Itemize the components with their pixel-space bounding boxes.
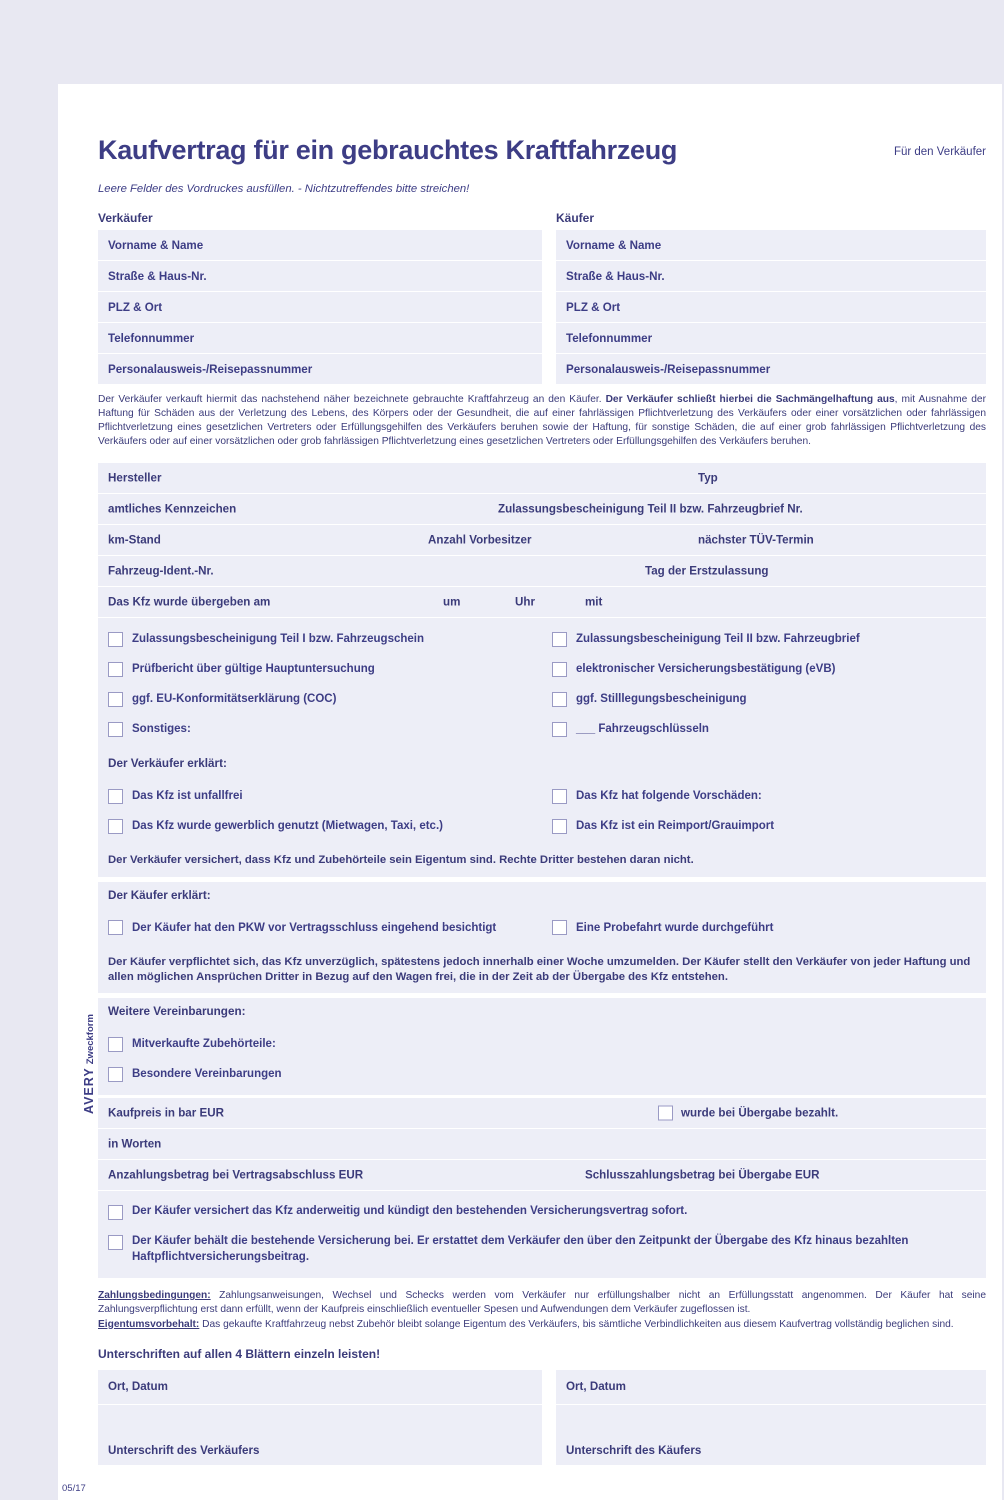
checkbox-inspected[interactable] — [98, 920, 542, 935]
checkbox-special-agreements[interactable] — [98, 1067, 542, 1082]
further-agreements-heading: Weitere Vereinbarungen: — [98, 998, 986, 1023]
seller-ownership-note: Der Verkäufer versichert, dass Kfz und Zubehörteile sein Eigentum sind. Rechte Dritter bestehen daran nicht. — [98, 847, 986, 876]
final-payment-label: Schlusszahlungsbetrag bei Übergabe EUR — [585, 1168, 820, 1182]
seller-row-1 — [98, 781, 986, 811]
row-handover[interactable] — [98, 587, 986, 618]
checkbox-decommission[interactable] — [542, 692, 986, 707]
checkbox-label: Das Kfz wurde gewerblich genutzt (Mietwagen, Taxi, etc.) — [132, 820, 443, 833]
signature-instruction: Unterschriften auf allen 4 Blättern einzeln leisten! — [98, 1346, 381, 1361]
type-label: Typ — [698, 471, 718, 485]
zweckform-brand: Zweckform — [85, 1014, 96, 1065]
insurance-block — [98, 1191, 986, 1278]
downpayment-label: Anzahlungsbetrag bei Vertragsabschluss EUR — [108, 1168, 364, 1182]
row-manufacturer[interactable] — [98, 463, 986, 494]
contract-page — [58, 84, 1002, 1500]
checkbox-icon[interactable] — [552, 662, 567, 677]
seller-signature-field[interactable]: Unterschrift des Verkäufers — [98, 1405, 542, 1466]
mileage-label: km-Stand — [108, 533, 161, 547]
purchase-price-label: Kaufpreis in bar EUR — [108, 1106, 224, 1120]
seller-declaration-heading: Der Verkäufer erklärt: — [98, 750, 986, 775]
seller-city-field[interactable]: PLZ & Ort — [98, 292, 542, 323]
doc-row-2 — [98, 654, 986, 684]
checkbox-label: ggf. EU-Konformitätserklärung (COC) — [132, 693, 337, 706]
checkbox-icon[interactable] — [552, 819, 567, 834]
handover-with-label: mit — [585, 595, 603, 609]
row-plate[interactable] — [98, 494, 986, 525]
checkbox-label: ___ Fahrzeugschlüsseln — [576, 723, 709, 736]
buyer-declaration-block — [98, 907, 986, 949]
checkbox-label: Das Kfz hat folgende Vorschäden: — [576, 790, 762, 803]
form-instructions: Leere Felder des Vordruckes ausfüllen. - Nichtzutreffendes bitte streichen! — [98, 183, 470, 195]
handover-hour-label: Uhr — [515, 595, 535, 609]
checkbox-icon[interactable] — [108, 722, 123, 737]
seller-row-2 — [98, 811, 986, 841]
next-tuv-label: nächster TÜV-Termin — [698, 533, 814, 547]
seller-phone-field[interactable]: Telefonnummer — [98, 323, 542, 354]
documents-checkbox-block — [98, 618, 986, 750]
checkbox-evb[interactable] — [542, 662, 986, 677]
checkbox-label: Der Käufer versichert das Kfz anderweitig und kündigt den bestehenden Versicherungsvertrag sofort. — [132, 1205, 688, 1218]
party-headings — [98, 211, 986, 225]
payment-terms-text: Zahlungsanweisungen, Wechsel und Schecks werden vom Verkäufer nur erfüllungshalber nicht an Erfüllungsstatt angenommen. Der Käufer hat seine Zahlungsverpflichtung erst dann erfüllt, wenn der Kaufpreis einschließlich eventueller Spesen und Aufwendungen dem Verkäufer zugeflossen ist. — [98, 1290, 986, 1316]
avery-brand: AVERY — [82, 1067, 96, 1114]
avery-logo — [82, 1004, 96, 1114]
retention-of-title-text: Das gekaufte Kraftfahrzeug nebst Zubehör bleibt solange Eigentum des Verkäufers, bis sämtliche Verbindlichkeiten aus diesem Kaufvertrag vollständig beglichen sind. — [199, 1318, 954, 1330]
liability-part-2: , mit Ausnahme der Haftung für Schäden aus der Verletzung des Lebens, des Körpers oder der Gesundheit, die auf einer fahrlässigen Pflichtverletzung des Verkäufers oder einer vorsätzlichen oder fahrlässigen Pflichtverletzung eines gesetzlichen Vertreters oder Erfüllungsgehilfen des Verkäufers beruhen sowie der Haftung, für sonstige Schäden, die auf einer grob fahrlässigen Pflichtverletzung des Verkäufers oder auf einer vorsätzlichen oder grob fahrlässigen Pflichtverletzung eines gesetzlichen Vertreters oder Erfüllungsgehilfen des Verkäufers beruhen. — [98, 394, 986, 448]
payment-terms-label: Zahlungsbedingungen: — [98, 1290, 211, 1302]
seller-heading: Verkäufer — [98, 211, 153, 225]
payment-split-row[interactable] — [98, 1160, 986, 1191]
special-agreements-row — [98, 1059, 986, 1089]
checkbox-label: Zulassungsbescheinigung Teil II bzw. Fahrzeugbrief — [576, 633, 860, 646]
checkbox-icon[interactable] — [108, 1037, 123, 1052]
seller-declaration-block — [98, 775, 986, 847]
row-vin[interactable] — [98, 556, 986, 587]
registration2-label: Zulassungsbescheinigung Teil II bzw. Fahrzeugbrief Nr. — [498, 502, 803, 516]
retention-of-title-label: Eigentumsvorbehalt: — [98, 1318, 200, 1330]
checkbox-accessories[interactable] — [98, 1037, 542, 1052]
checkbox-icon[interactable] — [108, 1067, 123, 1082]
insurance-row-1[interactable] — [98, 1197, 986, 1227]
insurance-row-2[interactable] — [98, 1227, 986, 1272]
checkbox-label: ggf. Stilllegungsbescheinigung — [576, 693, 747, 706]
checkbox-icon[interactable] — [108, 1205, 123, 1220]
handover-at-label: um — [443, 595, 461, 609]
checkbox-paid-on-handover[interactable] — [658, 1106, 673, 1121]
buyer-heading: Käufer — [556, 211, 595, 225]
buyer-row-1 — [98, 913, 986, 943]
checkbox-icon[interactable] — [108, 632, 123, 647]
checkbox-commercial-use[interactable] — [98, 819, 542, 834]
seller-id-field[interactable]: Personalausweis-/Reisepassnummer — [98, 354, 542, 384]
checkbox-label: Der Käufer hat den PKW vor Vertragsschluss eingehend besichtigt — [132, 921, 497, 934]
checkbox-label: Prüfbericht über gültige Hauptuntersuchung — [132, 663, 375, 676]
checkbox-label: Zulassungsbescheinigung Teil I bzw. Fahrzeugschein — [132, 633, 425, 646]
buyer-place-date-field[interactable]: Ort, Datum — [556, 1370, 986, 1405]
checkbox-label: Sonstiges: — [132, 723, 191, 736]
checkbox-other[interactable] — [98, 722, 542, 737]
previous-owners-label: Anzahl Vorbesitzer — [428, 533, 532, 547]
checkbox-label: elektronischer Versicherungsbestätigung (eVB) — [576, 663, 836, 676]
further-agreements-block — [98, 1023, 986, 1095]
checkbox-accident-free[interactable] — [98, 789, 542, 804]
checkbox-zb1[interactable] — [98, 632, 542, 647]
checkbox-label: Das Kfz ist unfallfrei — [132, 790, 243, 803]
liability-paragraph — [98, 393, 986, 449]
purchase-price-row[interactable] — [98, 1098, 986, 1129]
checkbox-label: Eine Probefahrt wurde durchgeführt — [576, 921, 774, 934]
liability-part-1: Der Verkäufer verkauft hiermit das nachstehend näher bezeichnete gebrauchte Kraftfahrzeug an den Käufer. — [98, 394, 606, 405]
checkbox-icon[interactable] — [552, 632, 567, 647]
seller-column — [98, 230, 542, 384]
price-in-words-row[interactable] — [98, 1129, 986, 1160]
checkbox-icon[interactable] — [552, 722, 567, 737]
checkbox-icon[interactable] — [108, 1235, 123, 1250]
seller-street-field[interactable]: Straße & Haus-Nr. — [98, 261, 542, 292]
buyer-name-field[interactable]: Vorname & Name — [556, 230, 986, 261]
row-mileage[interactable] — [98, 525, 986, 556]
checkbox-prior-damage[interactable] — [542, 789, 986, 804]
doc-row-1 — [98, 624, 986, 654]
checkbox-label: Mitverkaufte Zubehörteile: — [132, 1038, 276, 1051]
checkbox-hu-report[interactable] — [98, 662, 542, 677]
first-registration-label: Tag der Erstzulassung — [645, 564, 769, 578]
checkbox-reimport[interactable] — [542, 819, 986, 834]
checkbox-label: Der Käufer behält die bestehende Versicherung bei. Er erstattet dem Verkäufer den über den Zeitpunkt der Übergabe des Kfz hinaus bezahlten Haftpflichtversicherungsbeitrag. — [132, 1235, 909, 1263]
checkbox-test-drive[interactable] — [542, 920, 986, 935]
buyer-signature-column — [542, 1370, 986, 1466]
header — [98, 136, 986, 180]
accessories-row — [98, 1029, 986, 1059]
liability-bold: Der Verkäufer schließt hierbei die Sachmängelhaftung aus — [605, 394, 895, 405]
price-in-words-label: in Worten — [108, 1137, 162, 1151]
manufacturer-label: Hersteller — [108, 471, 162, 485]
seller-signature-column — [98, 1370, 542, 1466]
checkbox-icon[interactable] — [108, 920, 123, 935]
checkbox-zb2[interactable] — [542, 632, 986, 647]
buyer-declaration-heading: Der Käufer erklärt: — [98, 882, 986, 907]
handover-label: Das Kfz wurde übergeben am — [108, 595, 271, 609]
checkbox-label: Das Kfz ist ein Reimport/Grauimport — [576, 820, 775, 833]
buyer-id-field[interactable]: Personalausweis-/Reisepassnummer — [556, 354, 986, 384]
checkbox-keys[interactable] — [542, 722, 986, 737]
checkbox-icon[interactable] — [108, 662, 123, 677]
vin-label: Fahrzeug-Ident.-Nr. — [108, 564, 214, 578]
doc-row-3 — [98, 684, 986, 714]
buyer-street-field[interactable]: Straße & Haus-Nr. — [556, 261, 986, 292]
checkbox-icon[interactable] — [108, 789, 123, 804]
page-title: Kaufvertrag für ein gebrauchtes Kraftfahrzeug — [98, 135, 678, 165]
checkbox-icon[interactable] — [552, 920, 567, 935]
doc-row-4 — [98, 714, 986, 744]
page-number: 05/17 — [62, 1483, 86, 1494]
buyer-city-field[interactable]: PLZ & Ort — [556, 292, 986, 323]
checkbox-label: Besondere Vereinbarungen — [132, 1068, 282, 1081]
legal-terms — [98, 1289, 986, 1332]
checkbox-icon[interactable] — [108, 692, 123, 707]
seller-place-date-field[interactable]: Ort, Datum — [98, 1370, 542, 1405]
party-fields — [98, 230, 986, 384]
seller-name-field[interactable]: Vorname & Name — [98, 230, 542, 261]
buyer-phone-field[interactable]: Telefonnummer — [556, 323, 986, 354]
checkbox-icon[interactable] — [552, 692, 567, 707]
checkbox-icon[interactable] — [552, 789, 567, 804]
checkbox-coc[interactable] — [98, 692, 542, 707]
plate-label: amtliches Kennzeichen — [108, 502, 237, 516]
buyer-column — [542, 230, 986, 384]
signature-block — [98, 1370, 986, 1466]
checkbox-icon[interactable] — [108, 819, 123, 834]
paid-on-handover-label: wurde bei Übergabe bezahlt. — [681, 1106, 839, 1120]
copy-recipient-label: Für den Verkäufer — [893, 146, 986, 158]
vehicle-data-table — [98, 463, 986, 618]
buyer-signature-field[interactable]: Unterschrift des Käufers — [556, 1405, 986, 1466]
buyer-reregistration-note: Der Käufer verpflichtet sich, das Kfz unverzüglich, spätestens jedoch innerhalb einer Woche umzumelden. Der Käufer stellt den Verkäufer von jeder Haftung und allen möglichen Ansprüchen Dritter in Bezug auf den Wagen frei, die in der Zeit ab der Übergabe des Kfz entstehen. — [98, 949, 986, 994]
